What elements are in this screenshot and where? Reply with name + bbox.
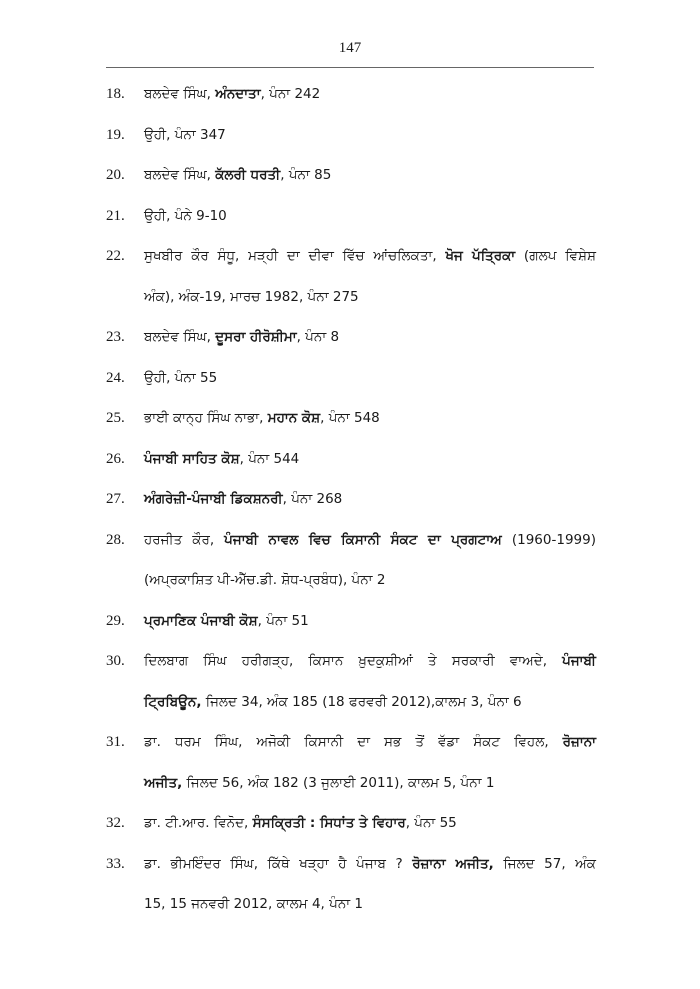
endnote-item <box>106 398 596 439</box>
endnote-item <box>106 358 596 399</box>
citation-text: ਬਲਦੇਵ ਸਿੰਘ, <box>144 329 216 345</box>
citation-text: ਜਿਲਦ 34, ਅੰਕ 185 (18 ਫਰਵਰੀ 2012),ਕਾਲਮ 3, ਪੰਨਾ 6 <box>201 693 522 710</box>
endnote-item <box>106 196 596 237</box>
citation-title: ਕੱਲਰੀ ਧਰਤੀ <box>215 167 281 183</box>
citation-text: ਜਿਲਦ 57, ਅੰਕ <box>493 855 597 872</box>
endnote-item <box>106 317 596 358</box>
citation-text: ਅੰਕ), ਅੰਕ-19, ਮਾਰਚ 1982, ਪੰਨਾ 275 <box>144 288 359 305</box>
citation-text: ਬਲਦੇਵ ਸਿੰਘ, <box>144 86 216 102</box>
endnote-item <box>106 236 596 317</box>
citation-text: , ਪੰਨਾ 51 <box>257 612 309 629</box>
citation-text: , ਪੰਨਾ 544 <box>239 450 300 467</box>
endnote-line <box>144 317 596 358</box>
endnote-line <box>144 520 596 561</box>
endnote-number: 31. <box>106 734 125 750</box>
citation-title: ਪੰਜਾਬੀ <box>562 653 596 669</box>
citation-title: ਦੂਸਰਾ ਹੀਰੋਸ਼ੀਮਾ <box>215 329 297 345</box>
citation-text: ਭਾਈ ਕਾਨ੍ਹ ਸਿੰਘ ਨਾਭਾ, <box>144 410 268 426</box>
citation-title: ਟ੍ਰਿਬਿਊਨ, <box>144 693 202 710</box>
citation-title: ਸੰਸਕ੍ਰਿਤੀ : ਸਿਧਾਂਤ ਤੇ ਵਿਹਾਰ <box>252 815 406 831</box>
citation-text: , ਪੰਨਾ 8 <box>296 329 340 345</box>
endnote-item <box>106 520 596 601</box>
endnote-item <box>106 74 596 115</box>
citation-text: ਉਹੀ, ਪੰਨੇ 9-10 <box>144 207 227 224</box>
citation-title: ਪੰਜਾਬੀ ਨਾਵਲ ਵਿਚ ਕਿਸਾਨੀ ਸੰਕਟ ਦਾ ਪ੍ਰਗਟਾਅ <box>224 531 502 548</box>
endnote-line <box>144 236 596 277</box>
endnote-item <box>106 844 596 925</box>
endnote-line <box>144 682 596 723</box>
endnote-item <box>106 803 596 844</box>
endnote-line <box>144 763 596 804</box>
endnote-number: 32. <box>106 815 125 831</box>
citation-text: ਜਿਲਦ 56, ਅੰਕ 182 (3 ਜੁਲਾਈ 2011), ਕਾਲਮ 5, ਪੰਨਾ 1 <box>182 774 495 791</box>
citation-title: ਅਜੀਤ, <box>144 774 183 791</box>
citation-title: ਅੰਨਦਾਤਾ <box>215 86 261 102</box>
citation-text: (1960-1999) <box>501 531 596 548</box>
citation-text: (ਗਲਪ ਵਿਸ਼ੇਸ਼ <box>515 248 596 264</box>
citation-text: ਉਹੀ, ਪੰਨਾ 55 <box>144 369 218 386</box>
citation-text: , ਪੰਨਾ 55 <box>405 815 457 831</box>
endnote-number: 21. <box>106 207 125 224</box>
endnote-number: 25. <box>106 410 125 426</box>
endnote-line <box>144 155 596 196</box>
endnote-number: 28. <box>106 531 125 548</box>
endnote-number: 33. <box>106 855 125 872</box>
citation-title: ਪੰਜਾਬੀ ਸਾਹਿਤ ਕੋਸ਼ <box>144 450 240 467</box>
endnote-line <box>144 479 596 520</box>
endnote-item <box>106 115 596 156</box>
endnote-line <box>144 884 596 925</box>
endnote-item <box>106 641 596 722</box>
endnote-line <box>144 74 596 115</box>
citation-text: ਸੁਖਬੀਰ ਕੌਰ ਸੰਧੂ, ਮੜ੍ਹੀ ਦਾ ਦੀਵਾ ਵਿੱਚ ਆਂਚਲਿਕਤਾ, <box>144 248 446 264</box>
citation-title: ਪ੍ਰਮਾਣਿਕ ਪੰਜਾਬੀ ਕੋਸ਼ <box>144 612 258 629</box>
citation-text: , ਪੰਨਾ 268 <box>282 491 343 507</box>
endnote-item <box>106 439 596 480</box>
endnote-number: 24. <box>106 369 125 386</box>
citation-text: , ਪੰਨਾ 85 <box>280 167 332 183</box>
endnote-line <box>144 560 596 601</box>
citation-text: ਬਲਦੇਵ ਸਿੰਘ, <box>144 167 216 183</box>
endnote-number: 29. <box>106 612 125 629</box>
citation-text: (ਅਪ੍ਰਕਾਸ਼ਿਤ ਪੀ-ਐੱਚ.ਡੀ. ਸ਼ੋਧ-ਪ੍ਰਬੰਧ), ਪੰਨਾ 2 <box>144 572 386 588</box>
endnote-number: 26. <box>106 450 125 467</box>
citation-text: ਡਾ. ਧਰਮ ਸਿੰਘ, ਅਜੋਕੀ ਕਿਸਾਨੀ ਦਾ ਸਭ ਤੋਂ ਵੱਡਾ ਸੰਕਟ ਵਿਹਲ, <box>144 734 563 750</box>
citation-title: ਖੋਜ ਪੱਤ੍ਰਿਕਾ <box>445 248 516 264</box>
header-rule <box>106 67 594 68</box>
endnote-item <box>106 601 596 642</box>
citation-title: ਰੋਜ਼ਾਨਾ <box>562 734 596 750</box>
citation-text: ਹਰਜੀਤ ਕੌਰ, <box>144 531 225 548</box>
citation-text: ਡਾ. ਭੀਮਇੰਦਰ ਸਿੰਘ, ਕਿੱਥੇ ਖੜ੍ਹਾ ਹੈ ਪੰਜਾਬ ? <box>144 855 413 872</box>
page-number: 147 <box>338 40 362 56</box>
citation-title: ਰੋਜ਼ਾਨਾ ਅਜੀਤ, <box>412 855 494 872</box>
citation-text: 15, 15 ਜਨਵਰੀ 2012, ਕਾਲਮ 4, ਪੰਨਾ 1 <box>144 896 364 912</box>
citation-title: ਅੰਗਰੇਜ਼ੀ-ਪੰਜਾਬੀ ਡਿਕਸ਼ਨਰੀ <box>144 491 283 507</box>
citation-text: , ਪੰਨਾ 242 <box>260 86 321 102</box>
endnote-item <box>106 155 596 196</box>
citation-title: ਮਹਾਨ ਕੋਸ਼ <box>267 410 321 426</box>
endnote-line <box>144 803 596 844</box>
citation-text: ਦਿਲਬਾਗ ਸਿੰਘ ਹਰੀਗੜ੍ਹ, ਕਿਸਾਨ ਖ਼ੁਦਕੁਸ਼ੀਆਂ ਤੇ ਸਰਕਾਰੀ ਵਾਅਦੇ, <box>144 653 563 669</box>
endnotes-list <box>106 74 596 925</box>
endnote-line <box>144 601 596 642</box>
endnote-line <box>144 358 596 399</box>
citation-text: ਉਹੀ, ਪੰਨਾ 347 <box>144 126 226 143</box>
endnote-line <box>144 844 596 885</box>
citation-text: ਡਾ. ਟੀ.ਆਰ. ਵਿਨੋਦ, <box>144 815 253 831</box>
endnote-number: 23. <box>106 329 125 345</box>
endnote-line <box>144 439 596 480</box>
endnote-number: 18. <box>106 86 125 102</box>
endnote-line <box>144 398 596 439</box>
endnote-line <box>144 277 596 318</box>
endnote-number: 20. <box>106 167 125 183</box>
endnote-number: 27. <box>106 491 125 507</box>
endnote-line <box>144 196 596 237</box>
endnote-item <box>106 479 596 520</box>
endnote-number: 22. <box>106 248 125 264</box>
endnote-number: 19. <box>106 126 125 143</box>
endnote-number: 30. <box>106 653 125 669</box>
endnote-line <box>144 641 596 682</box>
endnote-line <box>144 115 596 156</box>
endnote-item <box>106 722 596 803</box>
endnote-line <box>144 722 596 763</box>
citation-text: , ਪੰਨਾ 548 <box>320 410 380 426</box>
